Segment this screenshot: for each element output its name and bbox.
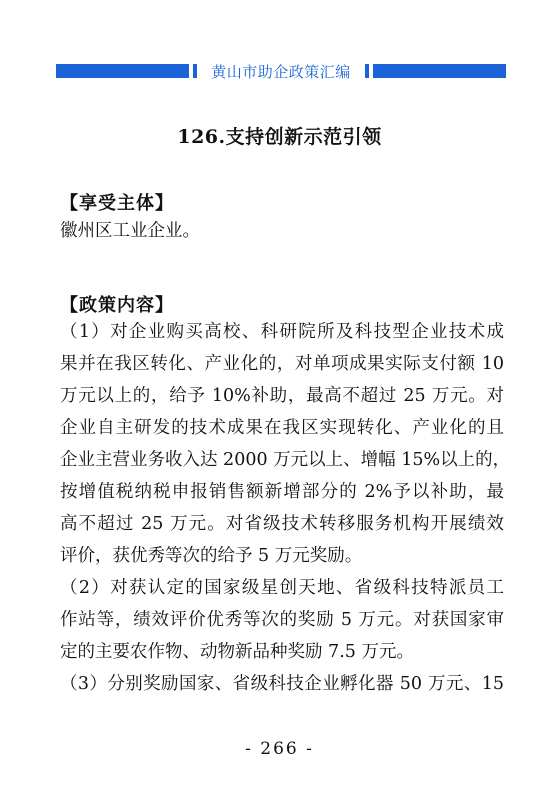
header-title: 黄山市助企政策汇编 — [211, 63, 351, 81]
content-heading: 【政策内容】 — [60, 295, 174, 316]
paragraph-line: 定的主要农作物、动物新品种奖励 7.5 万元。 — [60, 642, 414, 662]
content-paragraph-3 — [60, 668, 504, 700]
header-bar-mark-left — [193, 64, 197, 78]
paragraph-line: （3）分别奖励国家、省级科技企业孵化器 50 万元、15 — [60, 674, 504, 694]
page-number: - 266 - — [245, 739, 314, 759]
header-bar-right — [373, 64, 506, 78]
subject-heading: 【享受主体】 — [60, 193, 174, 214]
paragraph-line: 高不超过 25 万元。对省级技术转移服务机构开展绩效 — [60, 514, 504, 534]
paragraph-line: （1）对企业购买高校、科研院所及科技型企业技术成 — [60, 322, 504, 342]
subject-body-line: 徽州区工业企业。 — [60, 221, 200, 241]
paragraph-line: 评价，获优秀等次的给予 5 万元奖励。 — [60, 546, 363, 566]
header-bar-mark-right — [365, 64, 369, 78]
content-paragraph-2 — [60, 572, 504, 668]
paragraph-line: （2）对获认定的国家级星创天地、省级科技特派员工 — [60, 578, 504, 598]
paragraph-line: 按增值税纳税申报销售额新增部分的 2%予以补助，最 — [60, 482, 504, 502]
paragraph-line: 万元以上的，给予 10%补助，最高不超过 25 万元。对 — [60, 386, 504, 406]
paragraph-line: 企业自主研发的技术成果在我区实现转化、产业化的且 — [60, 418, 504, 438]
header-bar-left — [56, 64, 189, 78]
paragraph-line: 企业主营业务收入达 2000 万元以上、增幅 15%以上的， — [60, 450, 511, 470]
paragraph-line: 作站等，绩效评价优秀等次的奖励 5 万元。对获国家审 — [60, 610, 504, 630]
header-bar — [56, 63, 506, 81]
paragraph-line: 果并在我区转化、产业化的，对单项成果实际支付额 10 — [60, 354, 504, 374]
subject-body — [60, 215, 504, 247]
document-title: 126.支持创新示范引领 — [177, 126, 382, 148]
content-paragraph-1 — [60, 316, 511, 572]
